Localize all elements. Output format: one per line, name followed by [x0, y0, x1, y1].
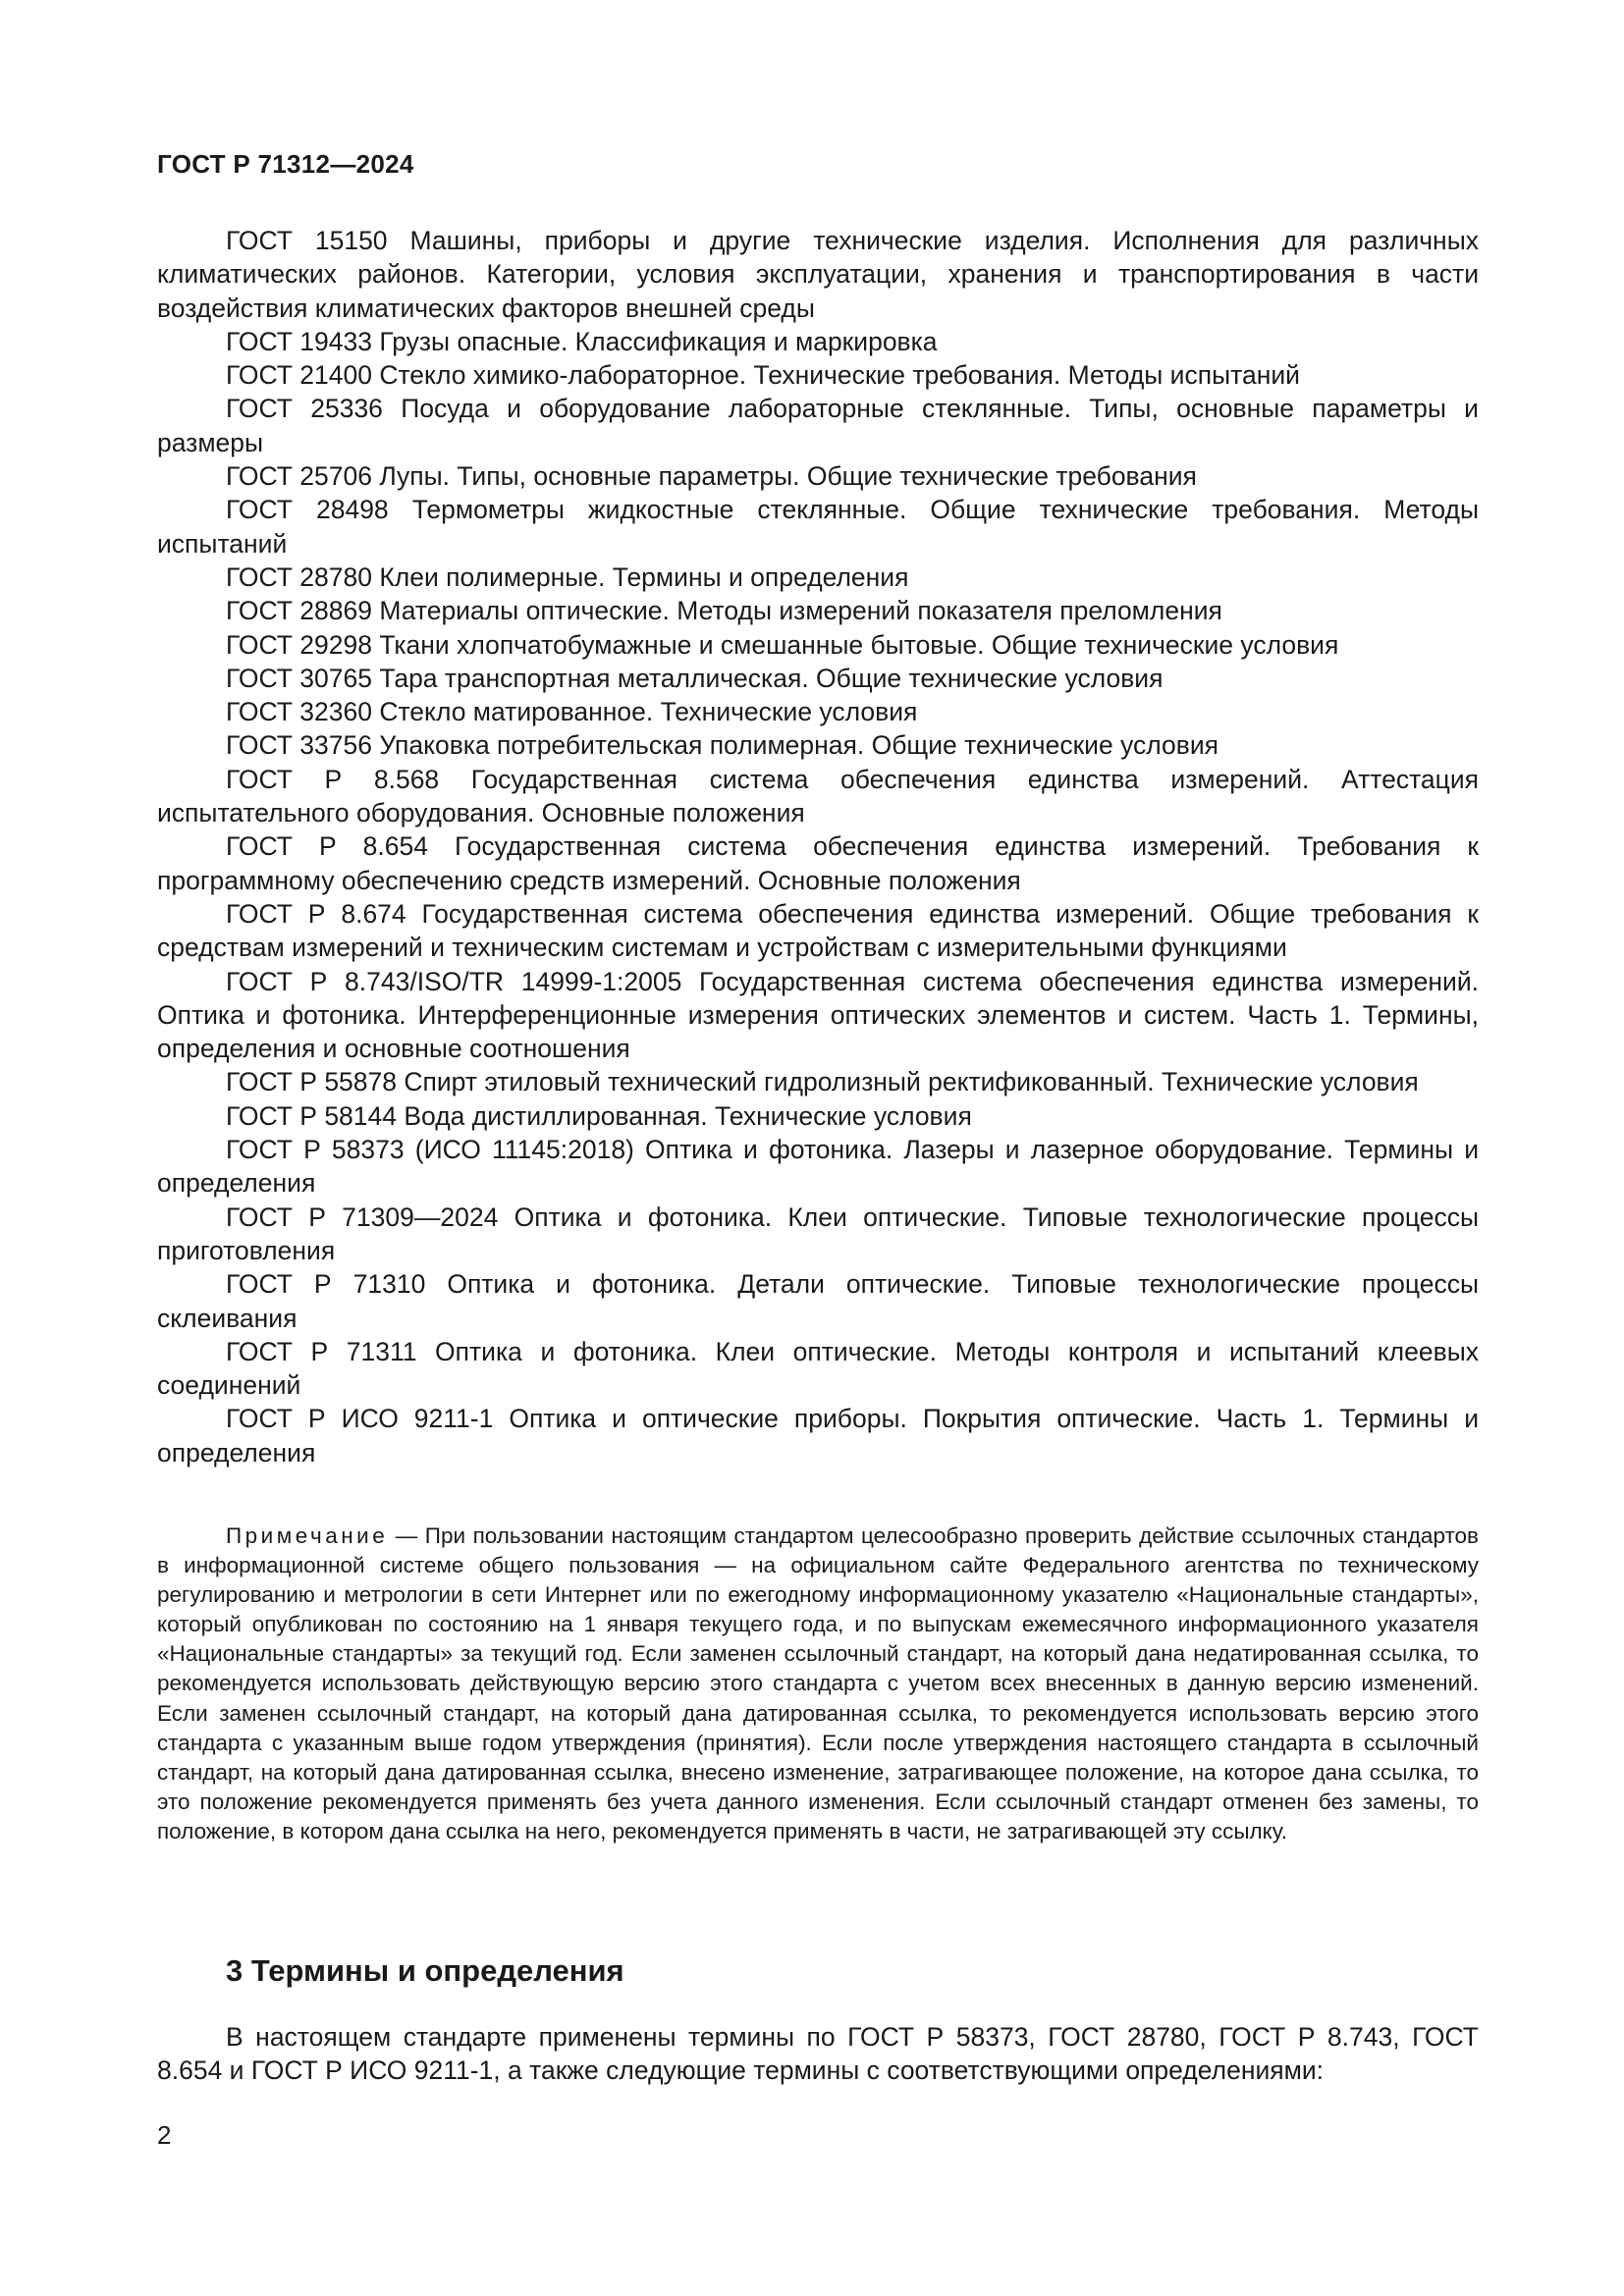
section-title: 3 Термины и определения: [226, 1953, 624, 1988]
reference-item: ГОСТ Р 8.654 Государственная система обеспечения единства измерений. Требования к программному обеспечению средств измерений. Основные положения: [157, 831, 1479, 895]
reference-item: ГОСТ 28498 Термометры жидкостные стеклянные. Общие технические требования. Методы испытаний: [157, 495, 1479, 559]
reference-item: ГОСТ Р 58144 Вода дистиллированная. Технические условия: [226, 1100, 972, 1131]
page-number: 2: [157, 2120, 172, 2150]
reference-item: ГОСТ Р ИСО 9211-1 Оптика и оптические приборы. Покрытия оптические. Часть 1. Термины и определения: [157, 1404, 1479, 1468]
reference-item: ГОСТ Р 8.568 Государственная система обеспечения единства измерений. Аттестация испытательного оборудования. Основные положения: [157, 764, 1479, 828]
reference-item: ГОСТ 32360 Стекло матированное. Технические условия: [226, 697, 918, 727]
normative-references-list: [157, 224, 1479, 1469]
reference-item: ГОСТ Р 71311 Оптика и фотоника. Клеи оптические. Методы контроля и испытаний клеевых соединений: [157, 1336, 1479, 1401]
reference-item: ГОСТ Р 8.674 Государственная система обеспечения единства измерений. Общие требования к средствам измерений и техническим системам и устройствам с измерительными функциями: [157, 898, 1479, 963]
reference-item: ГОСТ 29298 Ткани хлопчатобумажные и смешанные бытовые. Общие технические условия: [226, 629, 1339, 660]
document-header: ГОСТ Р 71312—2024: [157, 149, 414, 179]
reference-item: ГОСТ Р 55878 Спирт этиловый технический гидролизный ректификованный. Технические условия: [226, 1067, 1419, 1097]
reference-item: ГОСТ 30765 Тара транспортная металлическая. Общие технические условия: [226, 663, 1164, 693]
reference-item: ГОСТ 15150 Машины, приборы и другие технические изделия. Исполнения для различных климатических районов. Категории, условия эксплуатации, хранения и транспортирования в части воздействия климатических факторов внешней среды: [157, 226, 1479, 323]
reference-item: ГОСТ Р 8.743/ISO/TR 14999-1:2005 Государственная система обеспечения единства измерений. Оптика и фотоника. Интерференционные измерения оптических элементов и систем. Часть 1. Термины, определения и основные соотношения: [157, 966, 1479, 1064]
reference-item: ГОСТ Р 71310 Оптика и фотоника. Детали оптические. Типовые технологические процессы склеивания: [157, 1269, 1479, 1333]
reference-item: ГОСТ Р 71309—2024 Оптика и фотоника. Клеи оптические. Типовые технологические процессы приготовления: [157, 1201, 1479, 1265]
reference-item: ГОСТ 33756 Упаковка потребительская полимерная. Общие технические условия: [226, 730, 1219, 761]
section-intro: [157, 2020, 1479, 2088]
references-note: [157, 1522, 1479, 1846]
note-text: — При пользовании настоящим стандартом целесообразно проверить действие ссылочных стандартов в информационной системе общего пользования — на официальном сайте Федерального агентства по техническому регулированию и метрологии в сети Интернет или по ежегодному информационному указателю «Национальные стандарты», который опубликован по состоянию на 1 января текущего года, и по выпускам ежемесячного информационного указателя «Национальные стандарты» за текущий год. Если заменен ссылочный стандарт, на который дана недатированная ссылка, то рекомендуется использовать действующую версию этого стандарта с учетом всех внесенных в данную версию изменений. Если заменен ссылочный стандарт, на который дана датированная ссылка, то рекомендуется использовать версию этого стандарта с указанным выше годом утверждения (принятия). Если после утверждения настоящего стандарта в ссылочный стандарт, на который дана датированная ссылка, внесено изменение, затрагивающее положение, на которое дана ссылка, то это положение рекомендуется применять без учета данного изменения. Если ссылочный стандарт отменен без замены, то положение, в котором дана ссылка на него, рекомендуется применять в части, не затрагивающей эту ссылку.: [157, 1523, 1479, 1843]
reference-item: ГОСТ Р 58373 (ИСО 11145:2018) Оптика и фотоника. Лазеры и лазерное оборудование. Термины и определения: [157, 1135, 1479, 1199]
reference-item: ГОСТ 25706 Лупы. Типы, основные параметры. Общие технические требования: [226, 461, 1197, 492]
reference-item: ГОСТ 28869 Материалы оптические. Методы измерений показателя преломления: [226, 596, 1222, 626]
note-label: Примечание: [226, 1523, 389, 1548]
section-intro-paragraph: В настоящем стандарте применены термины по ГОСТ Р 58373, ГОСТ 28780, ГОСТ Р 8.743, ГОСТ 8.654 и ГОСТ Р ИСО 9211-1, а также следующие термины с соответствующими определениями:: [157, 2022, 1479, 2086]
reference-item: ГОСТ 28780 Клеи полимерные. Термины и определения: [226, 561, 909, 592]
reference-item: ГОСТ 19433 Грузы опасные. Классификация и маркировка: [226, 326, 938, 356]
reference-item: ГОСТ 21400 Стекло химико-лабораторное. Технические требования. Методы испытаний: [226, 360, 1300, 391]
reference-item: ГОСТ 25336 Посуда и оборудование лабораторные стеклянные. Типы, основные параметры и размеры: [157, 394, 1479, 457]
note-paragraph: [157, 1522, 1479, 1846]
